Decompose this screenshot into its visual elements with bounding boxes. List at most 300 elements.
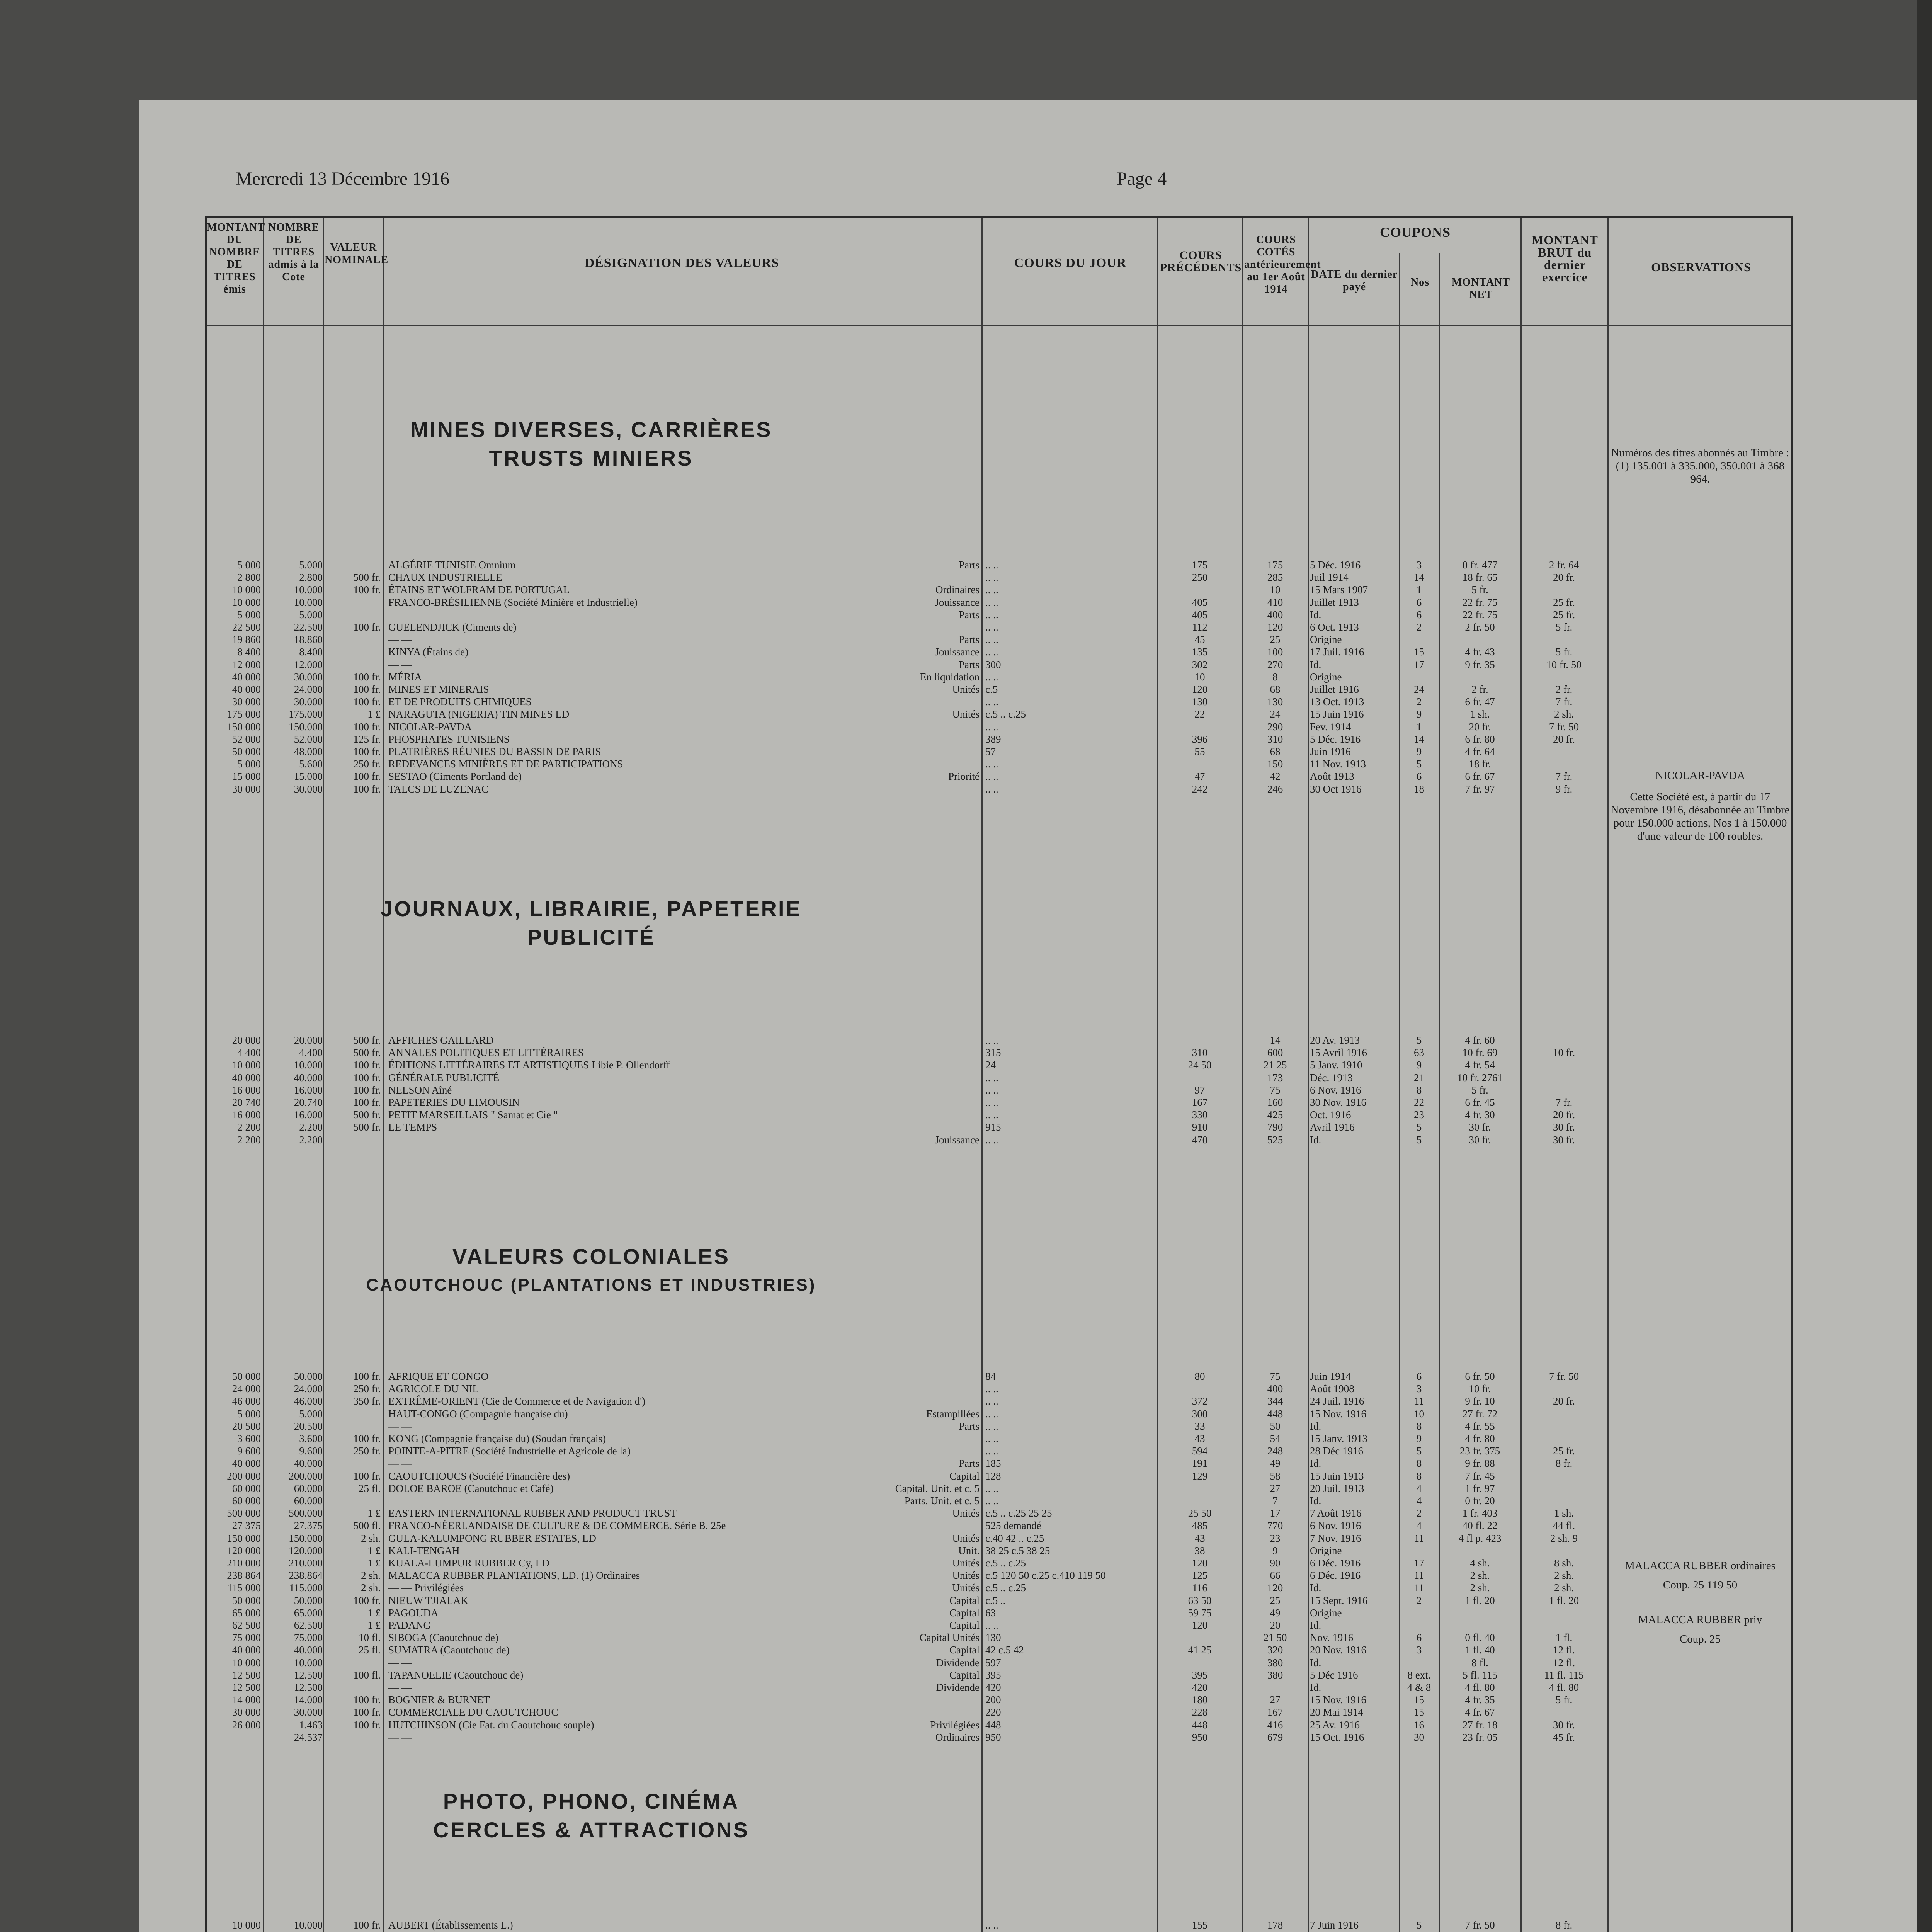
cours-cote-cell: 66 xyxy=(1270,1570,1281,1582)
coupon-date-cell: 25 Av. 1916 xyxy=(1310,1719,1360,1731)
coupon-date-cell: 13 Oct. 1913 xyxy=(1310,696,1364,708)
security-name: POINTE-A-PITRE (Société Industrielle et Agricole de la) xyxy=(388,1445,631,1457)
coupon-date-cell: Fev. 1914 xyxy=(1310,721,1351,733)
designation-cell xyxy=(388,1407,980,1420)
coupon-number-cell: 1 xyxy=(1416,721,1422,733)
cours-precedent-cell: 55 xyxy=(1194,746,1205,757)
coupon-net-cell: 1 fl. 20 xyxy=(1465,1594,1495,1606)
coupon-number-cell: 6 xyxy=(1416,770,1422,782)
valeur-cell: 100 fr. xyxy=(353,770,381,782)
coupon-number-cell: 3 xyxy=(1416,1383,1422,1395)
col-head-observations: OBSERVATIONS xyxy=(1651,260,1751,274)
cours-jour-cell: .. .. xyxy=(985,1420,998,1432)
montant-cell: 60 000 xyxy=(232,1482,261,1494)
security-type: Capital xyxy=(947,1668,980,1682)
coupon-date-cell: 20 Juil. 1913 xyxy=(1310,1482,1364,1494)
designation-cell xyxy=(388,1594,980,1607)
cours-jour-cell: .. .. xyxy=(985,584,998,596)
nombre-cell: 20.500 xyxy=(294,1420,323,1432)
cours-precedent-cell: 43 xyxy=(1194,1532,1205,1544)
coupon-number-cell: 15 xyxy=(1414,1706,1424,1718)
nombre-cell: 75.000 xyxy=(294,1632,323,1644)
table-row xyxy=(207,1569,1791,1582)
valeur-cell: 1 £ xyxy=(367,1619,381,1631)
table-row xyxy=(207,1631,1791,1644)
cours-cote-cell: 679 xyxy=(1267,1731,1283,1743)
cours-precedent-cell: 130 xyxy=(1192,696,1208,708)
table-row xyxy=(207,1096,1791,1109)
cours-jour-cell: 24 xyxy=(985,1059,996,1071)
cours-precedent-cell: 129 xyxy=(1192,1470,1208,1482)
coupon-net-cell: 23 fr. 375 xyxy=(1459,1445,1500,1457)
designation-cell xyxy=(388,1121,980,1134)
coupon-date-cell: 15 Juin 1913 xyxy=(1310,1470,1364,1482)
security-type: Parts xyxy=(956,633,980,646)
security-type: Dividende xyxy=(934,1681,980,1694)
cours-jour-cell: 950 xyxy=(985,1731,1001,1743)
valeur-cell: 100 fr. xyxy=(353,696,381,708)
montant-cell: 40 000 xyxy=(232,1458,261,1469)
security-type: Priorité xyxy=(946,770,980,783)
cours-jour-cell: .. .. xyxy=(985,1109,998,1121)
montant-brut-cell: 7 fr. xyxy=(1555,696,1573,708)
coupon-number-cell: 14 xyxy=(1414,571,1424,583)
section-title: VALEURS COLONIALES xyxy=(452,1244,730,1269)
cours-cote-cell: 246 xyxy=(1267,783,1283,795)
valeur-cell: 100 fr. xyxy=(353,1097,381,1108)
montant-brut-cell: 1 sh. xyxy=(1554,1507,1574,1519)
coupon-net-cell: 8 fl. xyxy=(1471,1656,1488,1668)
nombre-cell: 2.800 xyxy=(299,571,323,583)
section-subtitle: CERCLES & ATTRACTIONS xyxy=(433,1818,750,1842)
valeur-cell: 250 fr. xyxy=(353,1445,381,1457)
montant-cell: 5 000 xyxy=(237,609,261,621)
cours-precedent-cell: 302 xyxy=(1192,658,1208,670)
observation-title: MALACCA RUBBER priv xyxy=(1638,1614,1762,1626)
table-row xyxy=(207,1619,1791,1632)
nombre-cell: 200.000 xyxy=(289,1470,323,1482)
cours-precedent-cell: 45 xyxy=(1194,634,1205,646)
security-type: Capital xyxy=(947,1606,980,1619)
nombre-cell: 48.000 xyxy=(294,746,323,757)
cours-precedent-cell: 120 xyxy=(1192,684,1208,695)
nombre-cell: 40.000 xyxy=(294,1644,323,1656)
nombre-cell: 62.500 xyxy=(294,1619,323,1631)
security-type: Parts xyxy=(956,1457,980,1470)
table-row xyxy=(207,1918,1791,1932)
cours-precedent-cell: 191 xyxy=(1192,1458,1208,1469)
section-subtitle: CAOUTCHOUC (PLANTATIONS ET INDUSTRIES) xyxy=(366,1276,816,1294)
security-name: SESTAO (Ciments Portland de) xyxy=(388,770,522,782)
coupon-date-cell: 5 Déc. 1916 xyxy=(1310,559,1361,571)
nombre-cell: 22.500 xyxy=(294,621,323,633)
cours-jour-cell: .. .. xyxy=(985,1433,998,1444)
montant-brut-cell: 10 fr. 50 xyxy=(1546,658,1582,670)
coupon-net-cell: 1 sh. xyxy=(1470,708,1490,720)
valeur-cell: 500 fl. xyxy=(353,1520,381,1532)
cours-cote-cell: 120 xyxy=(1267,1582,1283,1594)
coupon-date-cell: 15 Janv. 1913 xyxy=(1310,1433,1367,1444)
cours-cote-cell: 27 xyxy=(1270,1694,1281,1706)
montant-cell: 3 600 xyxy=(237,1433,261,1444)
coupon-net-cell: 4 sh. xyxy=(1470,1557,1490,1569)
security-name: BOGNIER & BURNET xyxy=(388,1694,490,1706)
cours-cote-cell: 42 xyxy=(1270,770,1281,782)
coupon-number-cell: 4 & 8 xyxy=(1407,1682,1431,1693)
security-type: Unités xyxy=(950,707,980,721)
montant-cell: 62 500 xyxy=(232,1619,261,1631)
cours-precedent-cell: 300 xyxy=(1192,1408,1208,1420)
coupon-date-cell: Origine xyxy=(1310,1607,1342,1619)
montant-brut-cell: 11 fl. 115 xyxy=(1544,1669,1584,1681)
coupon-net-cell: 20 fr. xyxy=(1469,721,1491,733)
coupon-number-cell: 24 xyxy=(1414,684,1424,695)
section-heading xyxy=(207,415,976,473)
table-row xyxy=(207,720,1791,733)
coupon-number-cell: 10 xyxy=(1414,1408,1424,1420)
cours-precedent-cell: 405 xyxy=(1192,609,1208,621)
valeur-cell: 25 fl. xyxy=(359,1644,381,1656)
cours-jour-cell: .. .. xyxy=(985,1134,998,1146)
cours-jour-cell: .. .. xyxy=(985,621,998,633)
page-header xyxy=(236,168,1789,195)
valeur-cell: 100 fr. xyxy=(353,1719,381,1731)
montant-cell: 52 000 xyxy=(232,733,261,745)
nombre-cell: 10.000 xyxy=(294,1059,323,1071)
coupon-net-cell: 4 fr. 80 xyxy=(1465,1433,1495,1444)
designation-cell xyxy=(388,1494,980,1507)
section-heading xyxy=(207,1787,976,1844)
coupon-date-cell: Id. xyxy=(1310,1656,1321,1668)
observation-title: NICOLAR-PAVDA xyxy=(1655,769,1745,782)
montant-cell: 175 000 xyxy=(227,708,261,720)
table-row xyxy=(207,1133,1791,1146)
montant-brut-cell: 9 fr. xyxy=(1555,783,1573,795)
designation-cell xyxy=(388,1619,980,1632)
security-name: PAPETERIES DU LIMOUSIN xyxy=(388,1097,520,1108)
cours-jour-cell: 395 xyxy=(985,1669,1001,1681)
cours-precedent-cell: 396 xyxy=(1192,733,1208,745)
cours-jour-cell: .. .. xyxy=(985,1084,998,1096)
cours-jour-cell: .. .. xyxy=(985,671,998,683)
designation-cell xyxy=(388,745,980,758)
designation-cell xyxy=(388,633,980,646)
coupon-date-cell: Août 1913 xyxy=(1310,770,1354,782)
security-type: Jouissance xyxy=(933,596,980,609)
cours-precedent-cell: 470 xyxy=(1192,1134,1208,1146)
security-name: — — xyxy=(388,1495,412,1507)
security-name: PHOSPHATES TUNISIENS xyxy=(388,733,510,745)
col-head-montant-net: MONTANT NET xyxy=(1451,276,1510,301)
cours-jour-cell: 128 xyxy=(985,1470,1001,1482)
coupon-number-cell: 2 xyxy=(1416,1594,1422,1606)
nombre-cell: 8.400 xyxy=(299,646,323,658)
table-row xyxy=(207,1407,1791,1420)
coupon-number-cell: 5 xyxy=(1416,1034,1422,1046)
coupon-date-cell: Juillet 1916 xyxy=(1310,684,1359,695)
coupon-date-cell: 15 Nov. 1916 xyxy=(1310,1694,1366,1706)
cours-jour-cell: c.5 .. c.25 xyxy=(985,1557,1026,1569)
montant-cell: 210 000 xyxy=(227,1557,261,1569)
valeur-cell: 100 fr. xyxy=(353,684,381,695)
designation-cell xyxy=(388,733,980,746)
coupon-number-cell: 5 xyxy=(1416,1445,1422,1457)
security-type: Jouissance xyxy=(933,645,980,658)
security-type: Capital xyxy=(947,1619,980,1632)
coupon-number-cell: 11 xyxy=(1414,1532,1424,1544)
security-type: Parts xyxy=(956,658,980,671)
cours-jour-cell: .. .. xyxy=(985,559,998,571)
montant-cell: 5 000 xyxy=(237,559,261,571)
table-row xyxy=(207,1382,1791,1395)
designation-cell xyxy=(388,1656,980,1669)
security-type: Ordinaires xyxy=(933,1731,980,1744)
coupon-date-cell: 7 Juin 1916 xyxy=(1310,1919,1359,1931)
designation-cell xyxy=(388,1581,980,1594)
cours-jour-cell: c.5 .. c.25 25 25 xyxy=(985,1507,1052,1519)
valeur-cell: 250 fr. xyxy=(353,758,381,770)
valeur-cell: 100 fr. xyxy=(353,1594,381,1606)
header-page-number: Page 4 xyxy=(1117,168,1167,189)
valeur-cell: 100 fr. xyxy=(353,621,381,633)
designation-cell xyxy=(388,1432,980,1445)
header-rule xyxy=(207,325,1791,326)
security-name: FRANCO-NÉERLANDAISE DE CULTURE & DE COMMERCE. Série B. 25e xyxy=(388,1520,726,1532)
security-name: PETIT MARSEILLAIS " Samat et Cie " xyxy=(388,1109,558,1121)
cours-precedent-cell: 167 xyxy=(1192,1097,1208,1108)
montant-brut-cell: 20 fr. xyxy=(1553,1395,1575,1407)
coupon-number-cell: 11 xyxy=(1414,1582,1424,1594)
valeur-cell: 100 fr. xyxy=(353,584,381,596)
newspaper-page xyxy=(139,100,1917,1932)
table-row xyxy=(207,1034,1791,1047)
valeur-cell: 100 fr. xyxy=(353,1433,381,1444)
observation-note: Cette Société est, à partir du 17 Novembre 1916, désabonnée au Timbre pour 150.000 actions, Nos 1 à 150.000 d'une valeur de 100 roubles. xyxy=(1611,791,1790,842)
security-type: Jouissance xyxy=(933,1133,980,1146)
valeur-cell: 500 fr. xyxy=(353,1034,381,1046)
designation-cell xyxy=(388,658,980,671)
designation-cell xyxy=(388,1370,980,1383)
coupon-date-cell: 5 Déc. 1916 xyxy=(1310,733,1361,745)
montant-brut-cell: 7 fr. xyxy=(1555,770,1573,782)
adjacent-page-edge xyxy=(1917,0,1932,1932)
cours-cote-cell: 8 xyxy=(1272,671,1278,683)
valeur-cell: 1 £ xyxy=(367,1544,381,1556)
col-head-nombre: NOMBRE DE TITRES admis à la Cote xyxy=(268,221,319,283)
table-row xyxy=(207,608,1791,621)
security-name: — — xyxy=(388,634,412,646)
montant-brut-cell: 8 fr. xyxy=(1555,1919,1573,1931)
coupon-net-cell: 7 fr. 45 xyxy=(1465,1470,1495,1482)
cours-precedent-cell: 910 xyxy=(1192,1121,1208,1133)
coupon-date-cell: Avril 1916 xyxy=(1310,1121,1355,1133)
valeur-cell: 100 fr. xyxy=(353,1371,381,1382)
table-row xyxy=(207,1606,1791,1619)
security-name: KINYA (Étains de) xyxy=(388,646,468,658)
coupon-date-cell: Id. xyxy=(1310,658,1321,670)
montant-cell: 60 000 xyxy=(232,1495,261,1507)
designation-cell xyxy=(388,683,980,696)
coupon-net-cell: 6 fr. 80 xyxy=(1465,733,1495,745)
coupon-net-cell: 30 fr. xyxy=(1469,1121,1491,1133)
coupon-date-cell: 15 Mars 1907 xyxy=(1310,584,1368,596)
montant-brut-cell: 25 fr. xyxy=(1553,1445,1575,1457)
montant-cell: 2 800 xyxy=(237,571,261,583)
table-row xyxy=(207,1420,1791,1433)
montant-cell: 20 740 xyxy=(232,1097,261,1108)
designation-cell xyxy=(388,770,980,783)
montant-cell: 14 000 xyxy=(232,1694,261,1706)
montant-cell: 238 864 xyxy=(227,1570,261,1582)
coupon-number-cell: 17 xyxy=(1414,1557,1424,1569)
cours-cote-cell: 290 xyxy=(1267,721,1283,733)
coupon-number-cell: 14 xyxy=(1414,733,1424,745)
security-name: EXTRÊME-ORIENT (Cie de Commerce et de Navigation d') xyxy=(388,1395,645,1407)
security-name: — — Privilégiées xyxy=(388,1582,464,1594)
coupon-number-cell: 9 xyxy=(1416,1059,1422,1071)
coupon-date-cell: 20 Av. 1913 xyxy=(1310,1034,1360,1046)
designation-cell xyxy=(388,1382,980,1395)
coupon-net-cell: 6 fr. 47 xyxy=(1465,696,1495,708)
coupon-number-cell: 5 xyxy=(1416,1134,1422,1146)
montant-brut-cell: 1 fl. 20 xyxy=(1549,1594,1579,1606)
montant-cell: 5 000 xyxy=(237,1408,261,1420)
cours-precedent-cell: 125 xyxy=(1192,1570,1208,1582)
coupon-number-cell: 6 xyxy=(1416,609,1422,621)
coupon-number-cell: 17 xyxy=(1414,658,1424,670)
coupon-net-cell: 22 fr. 75 xyxy=(1462,609,1498,621)
table-row xyxy=(207,1395,1791,1408)
designation-cell xyxy=(388,645,980,658)
col-head-cours-cotes: COURS COTÉS antérieurement au 1er Août 1914 xyxy=(1244,234,1321,295)
cours-cote-cell: 410 xyxy=(1267,596,1283,608)
nombre-cell: 30.000 xyxy=(294,696,323,708)
nombre-cell: 2.200 xyxy=(299,1121,323,1133)
cours-jour-cell: 525 demandé xyxy=(985,1520,1041,1532)
cours-precedent-cell: 120 xyxy=(1192,1619,1208,1631)
cours-cote-cell: 14 xyxy=(1270,1034,1281,1046)
montant-cell: 40 000 xyxy=(232,1071,261,1083)
coupon-net-cell: 1 fr. 403 xyxy=(1462,1507,1498,1519)
section-title: PHOTO, PHONO, CINÉMA xyxy=(443,1789,740,1813)
nombre-cell: 52.000 xyxy=(294,733,323,745)
cours-jour-cell: .. .. xyxy=(985,1034,998,1046)
nombre-cell: 500.000 xyxy=(289,1507,323,1519)
security-type: Parts xyxy=(956,608,980,621)
cours-jour-cell: 420 xyxy=(985,1682,1001,1693)
col-head-coupons: COUPONS xyxy=(1379,224,1451,240)
designation-cell xyxy=(388,1507,980,1520)
valeur-cell: 100 fr. xyxy=(353,1071,381,1083)
cours-jour-cell: .. .. xyxy=(985,1619,998,1631)
security-type: Unités xyxy=(950,1569,980,1582)
coupon-date-cell: Id. xyxy=(1310,1420,1321,1432)
designation-cell xyxy=(388,1046,980,1059)
cours-cote-cell: 68 xyxy=(1270,746,1281,757)
cours-precedent-cell: 405 xyxy=(1192,596,1208,608)
coupon-number-cell: 18 xyxy=(1414,783,1424,795)
montant-cell: 2 200 xyxy=(237,1121,261,1133)
cours-cote-cell: 160 xyxy=(1267,1097,1283,1108)
security-type: Ordinaires xyxy=(933,583,980,596)
designation-cell xyxy=(388,1556,980,1570)
coupon-net-cell: 7 fr. 97 xyxy=(1465,783,1495,795)
valeur-cell: 100 fr. xyxy=(353,721,381,733)
coupon-date-cell: 5 Déc 1916 xyxy=(1310,1669,1358,1681)
cours-jour-cell: c.5 xyxy=(985,684,998,695)
coupon-number-cell: 4 xyxy=(1416,1482,1422,1494)
cours-jour-cell: 915 xyxy=(985,1121,1001,1133)
coupon-net-cell: 4 fr. 67 xyxy=(1465,1706,1495,1718)
nombre-cell: 18.860 xyxy=(294,634,323,646)
security-name: — — xyxy=(388,1458,412,1469)
nombre-cell: 65.000 xyxy=(294,1607,323,1619)
coupon-net-cell: 10 fr. xyxy=(1469,1383,1491,1395)
montant-brut-cell: 4 fl. 80 xyxy=(1549,1682,1579,1693)
montant-cell: 50 000 xyxy=(232,1594,261,1606)
coupon-net-cell: 6 fr. 67 xyxy=(1465,770,1495,782)
cours-precedent-cell: 242 xyxy=(1192,783,1208,795)
table-row xyxy=(207,596,1791,609)
montant-brut-cell: 20 fr. xyxy=(1553,571,1575,583)
section-subtitle: PUBLICITÉ xyxy=(527,925,655,949)
cours-precedent-cell: 24 50 xyxy=(1188,1059,1212,1071)
montant-cell: 4 400 xyxy=(237,1047,261,1059)
cours-jour-cell: c.5 .. xyxy=(985,1594,1006,1606)
security-name: DOLOE BAROE (Caoutchouc et Café) xyxy=(388,1482,554,1494)
coupon-number-cell: 63 xyxy=(1414,1047,1424,1059)
montant-brut-cell: 30 fr. xyxy=(1553,1121,1575,1133)
designation-cell xyxy=(388,1918,980,1932)
cours-jour-cell: 597 xyxy=(985,1656,1001,1668)
table-row xyxy=(207,1121,1791,1134)
table-row xyxy=(207,1482,1791,1495)
cours-jour-cell: 185 xyxy=(985,1458,1001,1469)
security-name: HUTCHINSON (Cie Fat. du Caoutchouc souple) xyxy=(388,1719,594,1731)
cours-precedent-cell: 47 xyxy=(1194,770,1205,782)
coupon-net-cell: 4 fr. 35 xyxy=(1465,1694,1495,1706)
security-name: EASTERN INTERNATIONAL RUBBER AND PRODUCT TRUST xyxy=(388,1507,677,1519)
table-row xyxy=(207,1058,1791,1071)
valeur-cell: 1 £ xyxy=(367,1607,381,1619)
coupon-date-cell: 11 Nov. 1913 xyxy=(1310,758,1366,770)
montant-brut-cell: 1 fl. xyxy=(1555,1632,1573,1644)
cours-cote-cell: 120 xyxy=(1267,621,1283,633)
security-name: SIBOGA (Caoutchouc de) xyxy=(388,1632,498,1644)
security-name: AGRICOLE DU NIL xyxy=(388,1383,479,1395)
cours-cote-cell: 248 xyxy=(1267,1445,1283,1457)
coupon-date-cell: 17 Juil. 1916 xyxy=(1310,646,1364,658)
coupon-number-cell: 15 xyxy=(1414,1694,1424,1706)
table-row xyxy=(207,1556,1791,1570)
montant-cell: 10 000 xyxy=(232,1656,261,1668)
coupon-number-cell: 1 xyxy=(1416,584,1422,596)
coupon-date-cell: Juil 1914 xyxy=(1310,571,1349,583)
coupon-date-cell: Nov. 1916 xyxy=(1310,1632,1354,1644)
montant-brut-cell: 44 fl. xyxy=(1553,1520,1575,1532)
montant-cell: 12 000 xyxy=(232,658,261,670)
montant-cell: 150 000 xyxy=(227,1532,261,1544)
coupon-date-cell: 6 Déc. 1916 xyxy=(1310,1570,1361,1582)
montant-cell: 24 000 xyxy=(232,1383,261,1395)
coupon-date-cell: Id. xyxy=(1310,1682,1321,1693)
cours-jour-cell: .. .. xyxy=(985,770,998,782)
col-head-cours-jour: COURS DU JOUR xyxy=(1014,256,1127,270)
header-date: Mercredi 13 Décembre 1916 xyxy=(236,168,450,189)
cours-jour-cell: 300 xyxy=(985,658,1001,670)
cours-precedent-cell: 155 xyxy=(1192,1919,1208,1931)
montant-cell: 10 000 xyxy=(232,1059,261,1071)
